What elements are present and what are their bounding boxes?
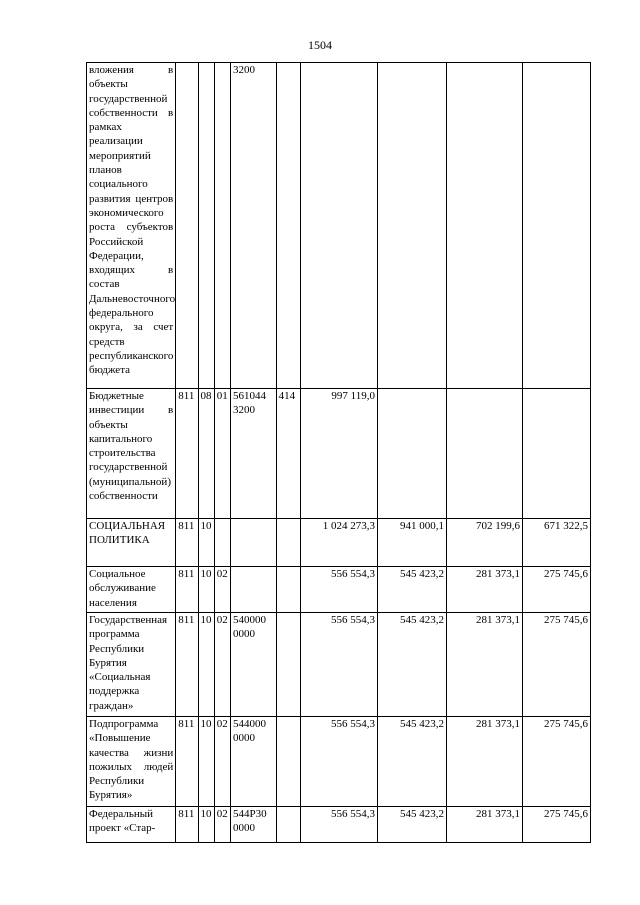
cell-value-3 [446, 63, 522, 389]
cell-value-4: 275 745,6 [522, 567, 590, 613]
cell-value-1: 556 554,3 [300, 613, 377, 717]
cell-value-3 [446, 389, 522, 519]
cell-csr: 3200 [230, 63, 276, 389]
cell-pr: 02 [214, 717, 230, 807]
cell-ved: 811 [176, 807, 198, 843]
cell-value-2 [377, 389, 446, 519]
cell-ved: 811 [176, 613, 198, 717]
cell-vr [276, 519, 300, 567]
cell-pr: 01 [214, 389, 230, 519]
row-name: Государственная программа Республики Бурятия «Социальная поддержка граждан» [87, 613, 176, 717]
cell-pr: 02 [214, 567, 230, 613]
cell-value-4: 671 322,5 [522, 519, 590, 567]
table-row [87, 717, 591, 807]
row-name: СОЦИАЛЬНАЯ ПОЛИТИКА [87, 519, 176, 567]
cell-ved: 811 [176, 389, 198, 519]
cell-csr: 544Р30 0000 [230, 807, 276, 843]
cell-pr: 02 [214, 807, 230, 843]
cell-value-3: 281 373,1 [446, 717, 522, 807]
cell-rz: 10 [198, 717, 214, 807]
cell-ved [176, 63, 198, 389]
cell-value-3: 281 373,1 [446, 613, 522, 717]
cell-pr: 02 [214, 613, 230, 717]
cell-ved: 811 [176, 519, 198, 567]
cell-csr [230, 567, 276, 613]
cell-csr: 544000 0000 [230, 717, 276, 807]
cell-pr [214, 519, 230, 567]
cell-csr: 540000 0000 [230, 613, 276, 717]
cell-value-3: 281 373,1 [446, 807, 522, 843]
cell-value-4 [522, 63, 590, 389]
cell-rz: 10 [198, 613, 214, 717]
budget-table [86, 62, 591, 843]
table-row [87, 567, 591, 613]
cell-value-1: 1 024 273,3 [300, 519, 377, 567]
cell-rz: 10 [198, 807, 214, 843]
row-name: Федеральный проект «Стар- [87, 807, 176, 843]
cell-value-2: 545 423,2 [377, 613, 446, 717]
cell-value-3: 281 373,1 [446, 567, 522, 613]
cell-value-4: 275 745,6 [522, 613, 590, 717]
cell-vr [276, 63, 300, 389]
cell-value-2 [377, 63, 446, 389]
cell-value-2: 545 423,2 [377, 807, 446, 843]
cell-csr: 561044 3200 [230, 389, 276, 519]
cell-ved: 811 [176, 567, 198, 613]
cell-value-2: 545 423,2 [377, 717, 446, 807]
cell-vr [276, 717, 300, 807]
cell-vr [276, 613, 300, 717]
table-row [87, 63, 591, 389]
table-row [87, 613, 591, 717]
cell-value-1: 556 554,3 [300, 567, 377, 613]
cell-vr [276, 567, 300, 613]
cell-value-4: 275 745,6 [522, 807, 590, 843]
cell-value-2: 941 000,1 [377, 519, 446, 567]
table-row [87, 389, 591, 519]
cell-rz: 08 [198, 389, 214, 519]
cell-csr [230, 519, 276, 567]
cell-value-1: 556 554,3 [300, 807, 377, 843]
table-row [87, 519, 591, 567]
page-number: 1504 [308, 38, 332, 52]
row-name: Социальное обслуживание населения [87, 567, 176, 613]
cell-vr [276, 807, 300, 843]
cell-rz [198, 63, 214, 389]
cell-value-4: 275 745,6 [522, 717, 590, 807]
row-name: Подпрограмма «Повышение качества жизни пожилых людей Республики Бурятия» [87, 717, 176, 807]
cell-pr [214, 63, 230, 389]
cell-rz: 10 [198, 567, 214, 613]
cell-value-1 [300, 63, 377, 389]
cell-vr: 414 [276, 389, 300, 519]
row-name: вложения в объекты государственной собственности в рамках реализации мероприятий планов социального развития центров экономического роста субъектов Российской Федерации, входящих в состав Дальневосточного федерального округа, за счет средств республиканского бюджета [87, 63, 176, 389]
cell-value-1: 997 119,0 [300, 389, 377, 519]
row-name: Бюджетные инвестиции в объекты капитального строительства государственной (муниципальной) собственности [87, 389, 176, 519]
cell-rz: 10 [198, 519, 214, 567]
cell-value-4 [522, 389, 590, 519]
cell-ved: 811 [176, 717, 198, 807]
cell-value-2: 545 423,2 [377, 567, 446, 613]
table-row [87, 807, 591, 843]
cell-value-1: 556 554,3 [300, 717, 377, 807]
cell-value-3: 702 199,6 [446, 519, 522, 567]
